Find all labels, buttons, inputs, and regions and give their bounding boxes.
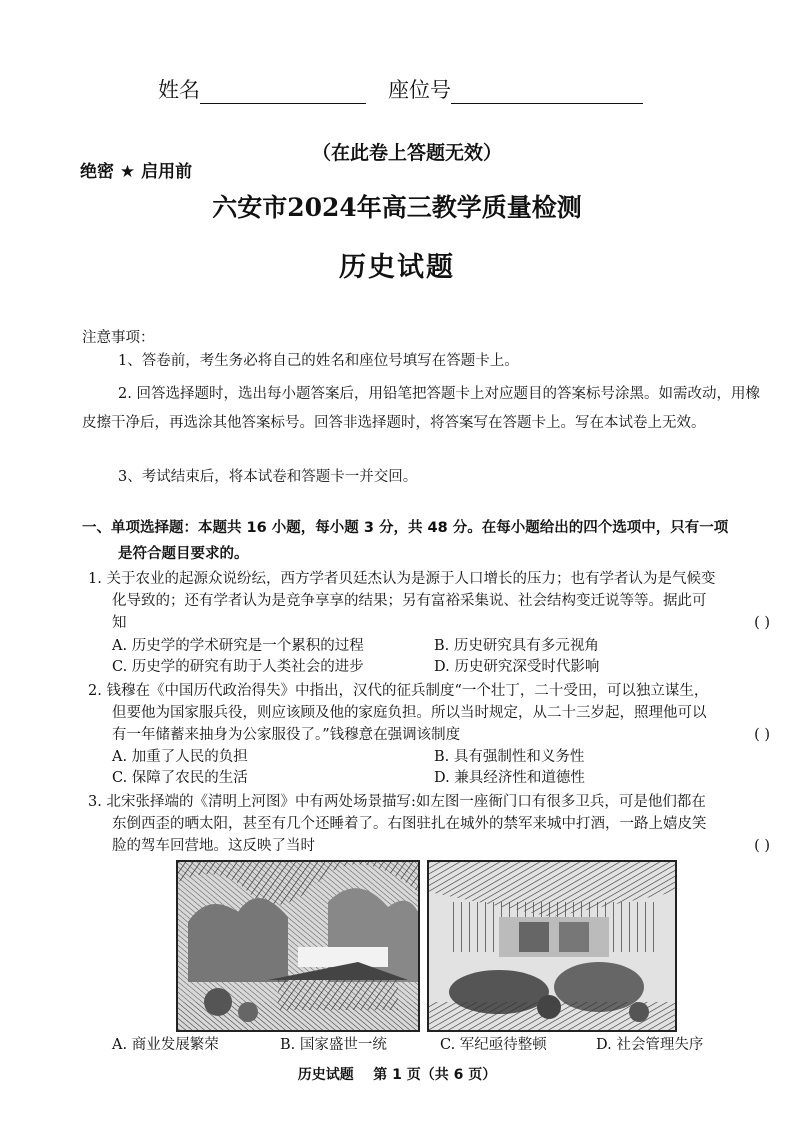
q1-option-d[interactable]: D. 历史研究深受时代影响 [434, 659, 600, 675]
name-seat-row [158, 74, 643, 104]
q2-option-d[interactable]: D. 兼具经济性和道德性 [434, 770, 585, 786]
q1-option-b[interactable]: B. 历史研究具有多元视角 [434, 638, 599, 654]
exam-subtitle: 历史试题 [339, 252, 455, 283]
q3-options-row [112, 1034, 774, 1056]
page-title: 六安市2024年高三教学质量检测 [212, 193, 582, 222]
section-heading-line1: 一、单项选择题：本题共 16 小题，每小题 3 分，共 48 分。在每小题给出的四个选项中，只有一项 [82, 520, 729, 536]
name-blank [200, 81, 366, 104]
q1-option-c[interactable]: C. 历史学的研究有助于人类社会的进步 [112, 659, 364, 675]
q2-option-b[interactable]: B. 具有强制性和义务性 [434, 749, 585, 765]
q1-option-a[interactable]: A. 历史学的学术研究是一个累积的过程 [112, 638, 364, 654]
notice-item-3: 3、考试结束后，将本试卷和答题卡一并交回。 [118, 469, 418, 485]
q3-answer-paren: ( ) [754, 838, 770, 854]
seat-blank [451, 81, 643, 104]
q1-stem-line1: 1. 关于农业的起源众说纷纭，西方学者贝廷杰认为是源于人口增长的压力；也有学者认为是气候变 [88, 571, 716, 587]
q3-stem-line3: 脸的驾车回营地。这反映了当时 [112, 838, 315, 854]
q2-option-c[interactable]: C. 保障了农民的生活 [112, 770, 248, 786]
q1-answer-paren: ( ) [754, 615, 770, 631]
q3-option-a[interactable]: A. 商业发展繁荣 [112, 1037, 219, 1053]
q2-option-a[interactable]: A. 加重了人民的负担 [112, 749, 248, 765]
q2-stem-line1: 2. 钱穆在《中国历代政治得失》中指出，汉代的征兵制度“一个壮丁，二十受田，可以独立谋生， [88, 683, 709, 699]
q3-option-b[interactable]: B. 国家盛世一统 [280, 1037, 387, 1053]
qingming-left-sketch [178, 862, 418, 1030]
name-label: 姓名 [158, 78, 200, 102]
q3-option-d[interactable]: D. 社会管理失序 [596, 1037, 704, 1053]
qingming-right-sketch [429, 862, 675, 1030]
q1-stem-line3: 知 [112, 615, 127, 631]
q3-stem-line1: 3. 北宋张择端的《清明上河图》中有两处场景描写:如左图一座衙门口有很多卫兵，可是他们都在 [88, 794, 706, 810]
invalid-note: （在此卷上答题无效） [311, 142, 502, 164]
qingming-right-image [427, 860, 677, 1032]
q2-stem-line3: 有一年储蓄来抽身为公家服役了。”钱穆意在强调该制度 [112, 727, 461, 743]
q2-stem-line2: 但要他为国家服兵役，则应该顾及他的家庭负担。所以当时规定，从二十三岁起，照理他可以 [112, 705, 707, 721]
q2-answer-paren: ( ) [754, 727, 770, 743]
section-heading-line2: 是符合题目要求的。 [118, 546, 249, 562]
secret-label: 绝密 ★ 启用前 [80, 162, 193, 182]
q1-stem-line2: 化导致的；还有学者认为是竞争享享的结果；另有富裕采集说、社会结构变迁说等等。据此可 [112, 593, 707, 609]
page-footer: 历史试题 第 1 页（共 6 页） [297, 1067, 497, 1083]
notice-item-2: 2. 回答选择题时，选出每小题答案后，用铅笔把答题卡上对应题目的答案标号涂黑。如需改动，用橡皮擦干净后，再选涂其他答案标号。回答非选择题时，将答案写在答题卡上。写在本试卷上无效。 [82, 386, 760, 431]
seat-label: 座位号 [388, 78, 451, 102]
q3-stem-line2: 东倒西歪的晒太阳，甚至有几个还睡着了。右图驻扎在城外的禁军来城中打酒，一路上嬉皮笑 [112, 816, 707, 832]
q3-option-c[interactable]: C. 军纪亟待整顿 [440, 1037, 547, 1053]
notice-heading: 注意事项： [82, 330, 155, 346]
notice-item-1: 1、答卷前，考生务必将自己的姓名和座位号填写在答题卡上。 [118, 353, 519, 369]
qingming-left-image [176, 860, 420, 1032]
